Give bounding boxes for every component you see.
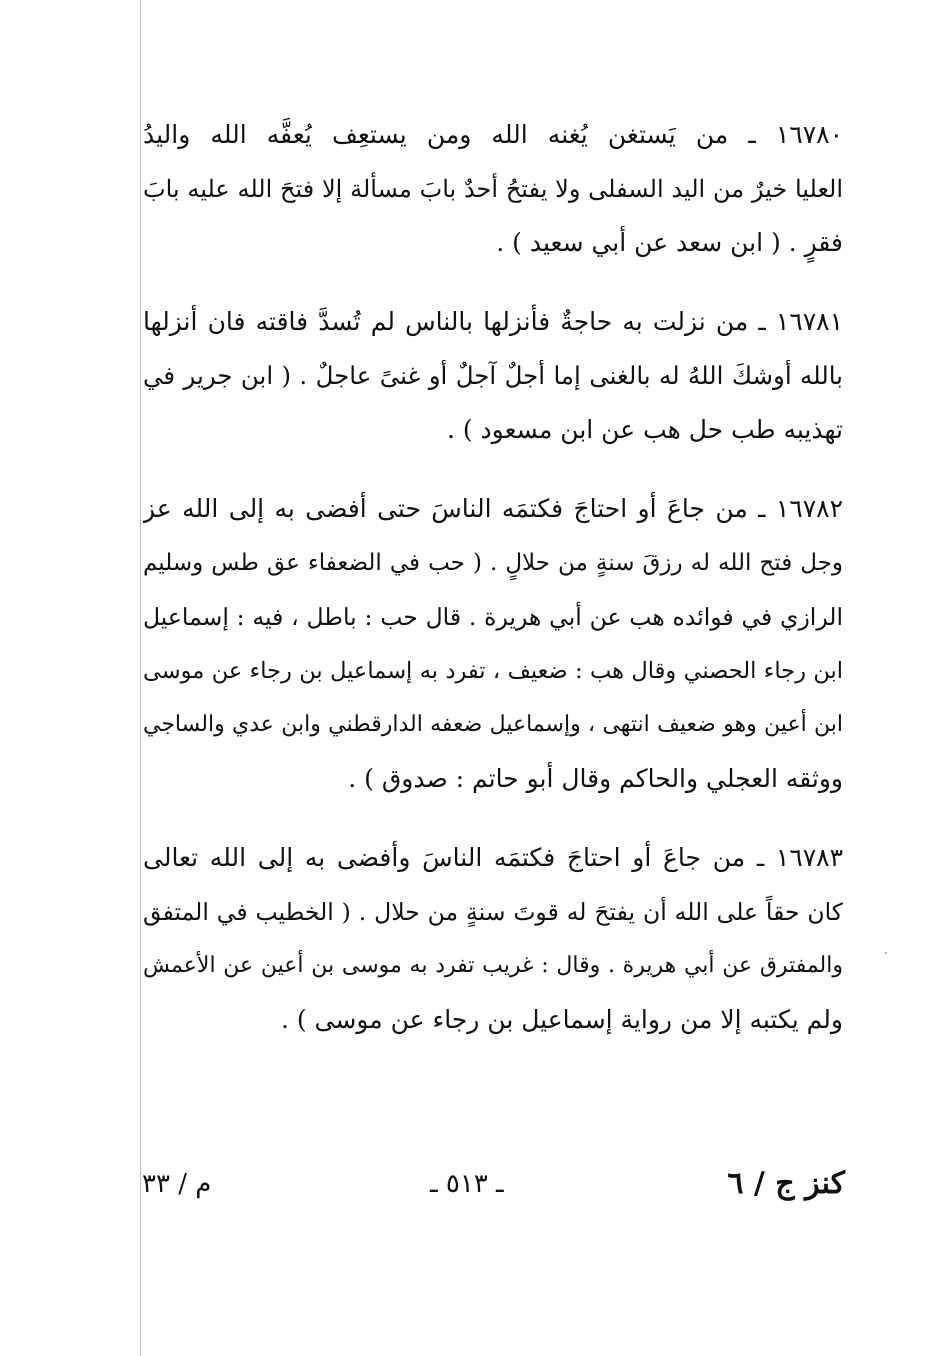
- text-line: ١٦٧٨٣ ـ من جاعَ أو احتاجَ فكتمَه الناسَ وأفضى به إلى الله تعالى: [143, 843, 843, 872]
- text-line: كان حقاً على الله أن يفتحَ له قوتَ سنةٍ من حلال . ( الخطيب في المتفق: [143, 898, 843, 926]
- hadith-text-block: [143, 108, 843, 1072]
- hadith-entry-16782: [143, 482, 843, 806]
- hadith-entry-16783: [143, 831, 843, 1047]
- text-line: تهذيبه طب حل هب عن ابن مسعود ) .: [446, 415, 843, 444]
- text-line: بالله أوشكَ اللهُ له بالغنى إما أجلٌ آجلٌ أو غنىً عاجلٌ . ( ابن جرير في: [143, 361, 843, 390]
- text-line: ابن رجاء الحصني وقال هب : ضعيف ، تفرد به إسماعيل بن رجاء عن موسى: [143, 658, 843, 684]
- text-line: ١٦٧٨١ ـ من نزلت به حاجةٌ فأنزلها بالناس لم تُسدَّ فاقته فان أنزلها: [143, 307, 843, 336]
- left-margin-rule: [140, 0, 141, 1356]
- text-line: ووثقه العجلي والحاكم وقال أبو حاتم : صدوق ) .: [348, 764, 843, 793]
- text-line: الرازي في فوائده هب عن أبي هريرة . قال حب : باطل ، فيه : إسماعيل: [143, 603, 843, 631]
- text-line: وجل فتح الله له رزقَ سنةٍ من حلالٍ . ( حب في الضعفاء عق طس وسليم: [143, 550, 843, 576]
- text-line: فقرٍ . ( ابن سعد عن أبي سعيد ) .: [496, 228, 843, 257]
- hadith-entry-16781: [143, 295, 843, 457]
- page-number: ـ ٥١٣ ـ: [430, 1169, 504, 1199]
- text-line: ابن أعين وهو ضعيف انتهى ، وإسماعيل ضعفه الدارقطني وابن عدي والساجي: [143, 712, 843, 737]
- text-line: والمفترق عن أبي هريرة . وقال : غريب تفرد به موسى بن أعين عن الأعمش: [143, 953, 843, 978]
- text-line: ١٦٧٨٢ ـ من جاعَ أو احتاجَ فكتمَه الناسَ حتى أفضى به إلى الله عز: [143, 494, 843, 523]
- text-line: ولم يكتبه إلا من رواية إسماعيل بن رجاء عن موسى ) .: [280, 1005, 843, 1034]
- volume-label: كنز ج / ٦: [727, 1166, 845, 1201]
- sheet-signature: م / ٣٣: [142, 1169, 212, 1199]
- text-line: ١٦٧٨٠ ـ من يَستغن يُغنه الله ومن يستعِف يُعفَّه الله واليدُ: [143, 120, 843, 149]
- hadith-entry-16780: [143, 108, 843, 270]
- scan-speck: [885, 952, 887, 954]
- page-footer: [140, 1162, 845, 1206]
- text-line: العليا خيرٌ من اليد السفلى ولا يفتحُ أحدٌ بابَ مسألة إلا فتحَ الله عليه بابَ: [143, 175, 843, 203]
